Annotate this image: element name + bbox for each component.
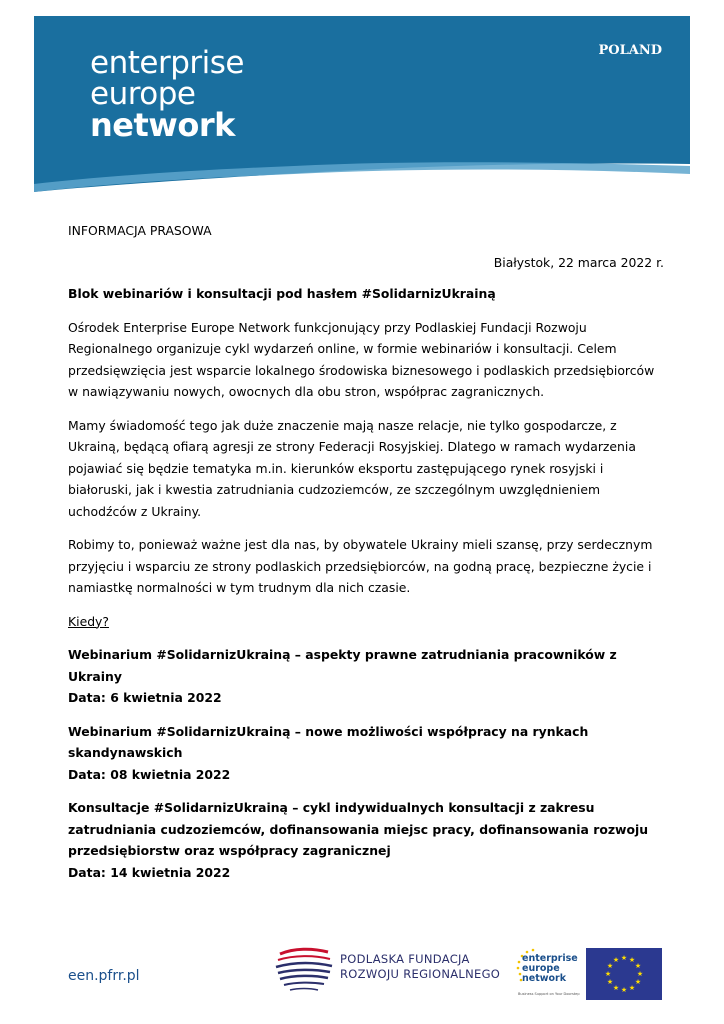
date-line: Białystok, 22 marca 2022 r. [493, 254, 664, 270]
event-item [68, 797, 664, 883]
svg-text:★: ★ [628, 984, 636, 992]
svg-text:★: ★ [634, 978, 642, 986]
svg-text:★: ★ [620, 954, 628, 962]
pfrr-name [340, 952, 500, 982]
event-item [68, 721, 664, 786]
pfrr-line-2: ROZWOJU REGIONALNEGO [340, 967, 501, 981]
svg-text:★: ★ [634, 962, 642, 970]
event-date: Data: 08 kwietnia 2022 [68, 766, 231, 782]
when-label: Kiedy? [68, 613, 109, 629]
een-small-line-2: europe [522, 963, 560, 974]
country-label: POLAND [598, 43, 662, 58]
pfrr-emblem-icon [272, 940, 336, 1000]
event-date: Data: 14 kwietnia 2022 [68, 864, 231, 880]
svg-text:★: ★ [636, 970, 644, 978]
svg-text:★: ★ [628, 956, 636, 964]
document-body [68, 220, 664, 895]
svg-text:★: ★ [606, 962, 614, 970]
paragraph-3: Robimy to, ponieważ ważne jest dla nas, by obywatele Ukrainy mieli szansę, przy serdecznym przyjęciu i wsparciu ze strony podlaskich przedsiębiorców, na godną pracę, bezpieczne życie i namiastkę normalności w tym trudnym dla nich czasie. [68, 537, 653, 595]
press-label: INFORMACJA PRASOWA [68, 223, 212, 238]
header-banner [34, 16, 690, 196]
logo-line-enterprise: enterprise [90, 45, 244, 81]
een-small-wordmark [522, 954, 578, 984]
een-logo [90, 45, 244, 144]
svg-text:★: ★ [612, 956, 620, 964]
eu-flag-logo [586, 948, 662, 1000]
event-item [68, 644, 664, 709]
event-title: Konsultacje #SolidarnizUkrainą – cykl indywidualnych konsultacji z zakresu zatrudniania cudzoziemców, dofinansowania miejsc pracy, dofinansowania rozwoju przedsiębiorstw oraz współpracy zagranicznej [68, 800, 649, 858]
pfrr-logo [272, 940, 501, 1000]
svg-text:★: ★ [604, 970, 612, 978]
event-date: Data: 6 kwietnia 2022 [68, 690, 222, 705]
een-small-line-1: enterprise [522, 953, 578, 964]
paragraph-1: Ośrodek Enterprise Europe Network funkcjonujący przy Podlaskiej Fundacji Rozwoju Regionalnego organizuje cykl wydarzeń online, w formie webinariów i konsultacji. Celem przedsięwzięcia jest wsparcie lokalnego środowiska biznesowego i podlaskich przedsiębiorców w nawiązywaniu nowych, owocnych dla obu stron, współprac zagranicznych. [68, 319, 655, 399]
event-title: Webinarium #SolidarnizUkrainą – aspekty prawne zatrudniania pracowników z Ukrainy [68, 647, 617, 684]
document-title: Blok webinariów i konsultacji pod hasłem #SolidarnizUkrainą [68, 286, 496, 301]
paragraph-2: Mamy świadomość tego jak duże znaczenie mają nasze relacje, nie tylko gospodarcze, z Ukrainą, będącą ofiarą agresji ze strony Federacji Rosyjskiej. Dlatego w ramach wydarzenia pojawiać się będzie tematyka m.in. kierunków eksportu zastępującego rynek rosyjski i białoruski, jak i kwestia zatrudniania cudzoziemców, ze szczególnym uwzględnieniem uchodźców z Ukrainy. [68, 417, 636, 519]
een-small-tagline: Business Support on Your Doorstep [518, 992, 580, 996]
logo-line-network: network [90, 106, 235, 144]
event-title: Webinarium #SolidarnizUkrainą – nowe możliwości współpracy na rynkach skandynawskich [68, 723, 589, 760]
eu-stars-icon [586, 948, 662, 1000]
een-small-line-3: network [522, 973, 567, 984]
svg-text:★: ★ [606, 978, 614, 986]
logo-line-europe: europe [90, 76, 196, 112]
pfrr-line-1: PODLASKA FUNDACJA [340, 952, 470, 966]
svg-text:★: ★ [620, 986, 628, 994]
een-small-logo [514, 944, 584, 1004]
svg-text:★: ★ [612, 984, 620, 992]
footer-url-link[interactable]: een.pfrr.pl [68, 968, 140, 984]
